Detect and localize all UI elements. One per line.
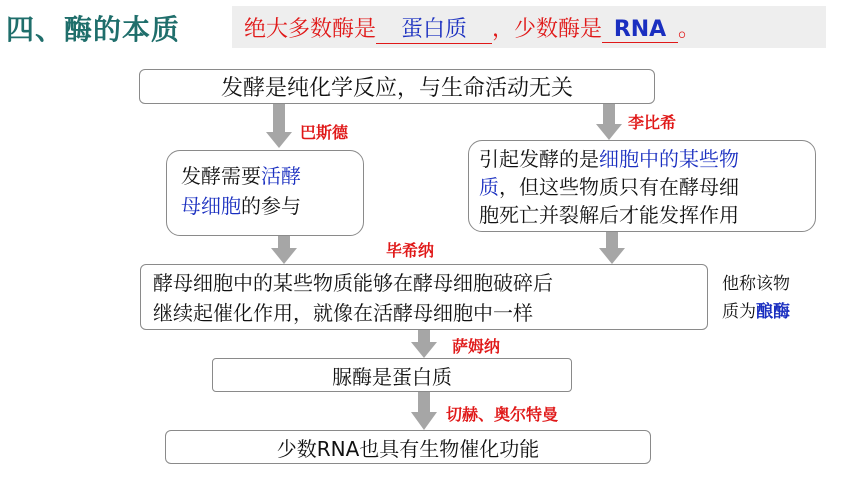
box4-line: 酵母细胞中的某些物质能够在酵母细胞破碎后: [153, 271, 553, 295]
hypothesis-box-pure-chemistry: 发酵是纯化学反应，与生命活动无关: [139, 69, 655, 104]
sumner-conclusion-box: 脲酶是蛋白质: [212, 358, 572, 392]
arrow-down-icon: [596, 104, 622, 140]
liebig-conclusion-box: [468, 140, 816, 232]
box2-highlight: 母细胞: [181, 194, 241, 218]
scientist-label-buchner: 毕希纳: [386, 241, 435, 260]
zymase-note-line: 质为: [722, 302, 756, 322]
box3-text: 引起发酵的是: [479, 147, 599, 171]
pasteur-conclusion-box: [166, 150, 364, 236]
cech-altman-conclusion-box: 少数RNA也具有生物催化功能: [165, 430, 651, 464]
box3-highlight: 细胞中的某些物: [599, 147, 739, 171]
box2-text: 的参与: [241, 194, 301, 218]
blank-answer-1: 蛋白质: [376, 12, 492, 44]
zymase-note: [722, 270, 790, 326]
arrow-down-icon: [411, 330, 437, 358]
fill-text-1: 绝大多数酶是: [244, 17, 377, 42]
arrow-down-icon: [271, 236, 297, 264]
arrow-down-icon: [411, 392, 437, 430]
scientist-label-liebig: 李比希: [628, 113, 677, 132]
box3-highlight: 质: [479, 175, 499, 199]
box2-text: 发酵需要: [181, 164, 261, 188]
box4-line: 继续起催化作用，就像在活酵母细胞中一样: [153, 301, 533, 325]
box2-highlight: 活酵: [261, 164, 301, 188]
zymase-note-line: 他称该物: [722, 274, 790, 294]
box3-text: 胞死亡并裂解后才能发挥作用: [479, 203, 739, 227]
blank-answer-2: RNA: [602, 17, 678, 43]
fill-text-3: 。: [678, 17, 701, 42]
arrow-down-icon: [266, 104, 292, 148]
fill-text-2: ，少数酶是: [492, 17, 603, 42]
arrow-down-icon: [599, 232, 625, 264]
scientist-label-cech-altman: 切赫、奥尔特曼: [446, 405, 559, 424]
box3-text: ，但这些物质只有在酵母细: [499, 175, 739, 199]
page-title: 四、酶的本质: [6, 13, 181, 46]
scientist-label-sumner: 萨姆纳: [452, 337, 501, 356]
buchner-conclusion-box: [140, 264, 708, 330]
scientist-label-pasteur: 巴斯德: [300, 123, 349, 142]
zymase-term: 酿酶: [756, 302, 790, 322]
